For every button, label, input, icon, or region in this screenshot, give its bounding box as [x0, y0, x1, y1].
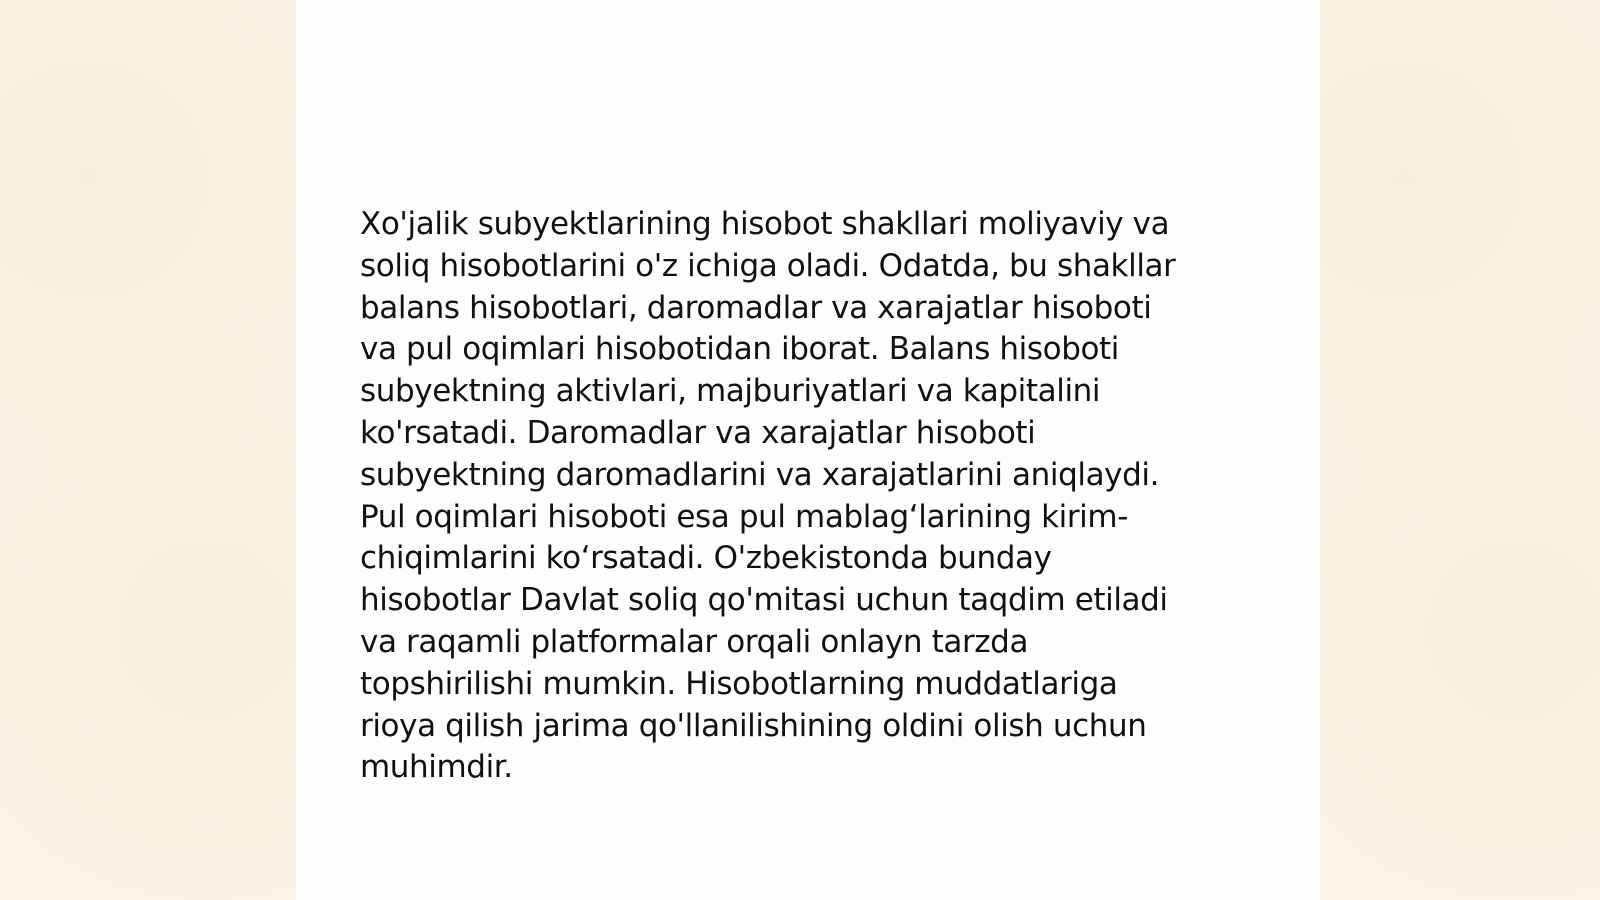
left-background-margin — [0, 0, 296, 900]
slide-page — [296, 0, 1320, 900]
right-background-margin — [1320, 0, 1600, 900]
body-paragraph: Xo'jalik subyektlarining hisobot shakllari moliyaviy va soliq hisobotlarini o'z ichiga oladi. Odatda, bu shakllar balans hisobotlari, daromadlar va xarajatlar hisoboti va pul oqimlari hisobotidan iborat. Balans hisoboti subyektning aktivlari, majburiyatlari va kapitalini ko'rsatadi. Daromadlar va xarajatlar hisoboti subyektning daromadlarini va xarajatlarini aniqlaydi. Pul oqimlari hisoboti esa pul mablag‘larining kirim- chiqimlarini ko‘rsatadi. O'zbekistonda bunday hisobotlar Davlat soliq qo'mitasi uchun taqdim etiladi va raqamli platformalar orqali onlayn tarzda topshirilishi mumkin. Hisobotlarning muddatlariga rioya qilish jarima qo'llanilishining oldini olish uchun muhimdir. — [360, 206, 1176, 786]
